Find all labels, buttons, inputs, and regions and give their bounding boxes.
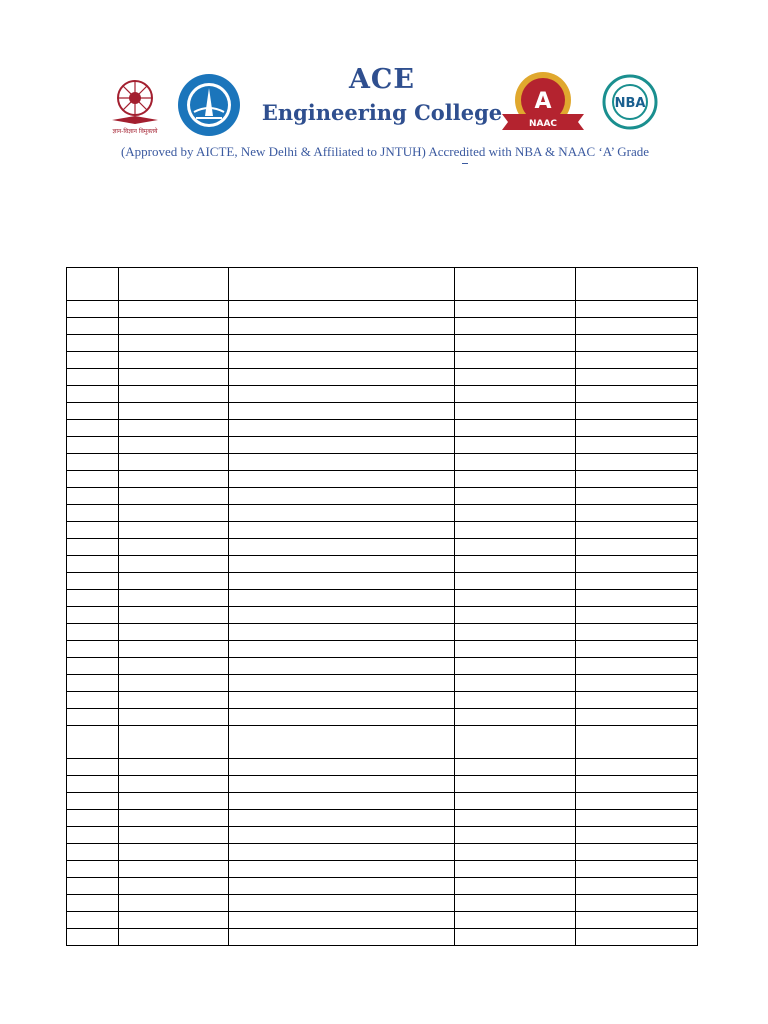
table-cell	[67, 420, 119, 437]
table-row	[67, 861, 698, 878]
college-header	[0, 0, 768, 200]
table-row	[67, 556, 698, 573]
table-cell	[119, 573, 229, 590]
table-cell	[576, 590, 698, 607]
table-row	[67, 912, 698, 929]
table-row	[67, 827, 698, 844]
table-row	[67, 692, 698, 709]
table-cell	[119, 488, 229, 505]
table-cell	[67, 522, 119, 539]
table-row	[67, 403, 698, 420]
table-row	[67, 590, 698, 607]
table-cell	[455, 471, 576, 488]
table-cell	[119, 675, 229, 692]
table-cell	[576, 607, 698, 624]
table-cell	[229, 726, 455, 759]
table-cell	[576, 776, 698, 793]
table-row	[67, 318, 698, 335]
table-cell	[576, 386, 698, 403]
table-cell	[576, 827, 698, 844]
table-row	[67, 471, 698, 488]
table-cell	[67, 844, 119, 861]
table-cell	[229, 709, 455, 726]
table-cell	[229, 912, 455, 929]
table-row	[67, 386, 698, 403]
table-cell	[576, 471, 698, 488]
table-cell	[67, 658, 119, 675]
table-cell	[119, 624, 229, 641]
table-cell	[67, 895, 119, 912]
table-cell	[229, 539, 455, 556]
table-cell	[455, 318, 576, 335]
table-cell	[576, 318, 698, 335]
table-cell	[576, 793, 698, 810]
header-cell	[229, 268, 455, 301]
table-row	[67, 301, 698, 318]
table-cell	[67, 607, 119, 624]
table-cell	[455, 335, 576, 352]
ugc-caption: ज्ञान-विज्ञान विमुक्तये	[112, 128, 158, 135]
table-cell	[67, 624, 119, 641]
table-row	[67, 369, 698, 386]
table-row	[67, 675, 698, 692]
nba-emblem-icon	[602, 72, 658, 132]
table-cell	[576, 692, 698, 709]
table-cell	[576, 454, 698, 471]
table-cell	[576, 726, 698, 759]
table-cell	[67, 318, 119, 335]
table-cell	[455, 352, 576, 369]
table-cell	[576, 675, 698, 692]
table-cell	[455, 793, 576, 810]
table-cell	[119, 878, 229, 895]
college-subtitle: Engineering College	[261, 100, 503, 125]
table-cell	[67, 352, 119, 369]
table-cell	[229, 386, 455, 403]
table-cell	[455, 709, 576, 726]
table-cell	[119, 912, 229, 929]
table-cell	[576, 403, 698, 420]
table-cell	[576, 709, 698, 726]
table-cell	[455, 437, 576, 454]
table-cell	[229, 624, 455, 641]
table-cell	[576, 658, 698, 675]
table-cell	[67, 709, 119, 726]
nba-label: NBA	[614, 96, 646, 111]
table-row	[67, 488, 698, 505]
table-cell	[455, 776, 576, 793]
table-cell	[455, 488, 576, 505]
ugc-emblem-icon	[104, 76, 166, 136]
table-cell	[455, 658, 576, 675]
table-cell	[119, 793, 229, 810]
table-cell	[67, 692, 119, 709]
table-cell	[229, 556, 455, 573]
table-cell	[455, 929, 576, 946]
table-cell	[229, 352, 455, 369]
table-cell	[455, 641, 576, 658]
table-cell	[455, 624, 576, 641]
naac-label: NAAC	[528, 119, 558, 129]
table-cell	[455, 810, 576, 827]
table-cell	[67, 556, 119, 573]
table-cell	[455, 759, 576, 776]
table-cell	[576, 522, 698, 539]
table-row	[67, 641, 698, 658]
aicte-emblem-icon	[176, 72, 242, 138]
table-cell	[67, 878, 119, 895]
table-cell	[229, 759, 455, 776]
table-row	[67, 420, 698, 437]
table-cell	[455, 827, 576, 844]
table-cell	[229, 318, 455, 335]
table-cell	[229, 895, 455, 912]
table-cell	[229, 692, 455, 709]
table-cell	[229, 607, 455, 624]
table-cell	[576, 573, 698, 590]
table-cell	[576, 369, 698, 386]
table-cell	[229, 335, 455, 352]
table-cell	[455, 556, 576, 573]
table-row	[67, 607, 698, 624]
table-cell	[119, 759, 229, 776]
table-row	[67, 776, 698, 793]
table-cell	[576, 335, 698, 352]
table-cell	[119, 386, 229, 403]
table-cell	[455, 675, 576, 692]
table-cell	[67, 539, 119, 556]
table-cell	[576, 488, 698, 505]
table-cell	[229, 641, 455, 658]
table-cell	[229, 929, 455, 946]
table-row	[67, 454, 698, 471]
table-cell	[229, 776, 455, 793]
table-cell	[229, 369, 455, 386]
table-cell	[67, 810, 119, 827]
table-row	[67, 437, 698, 454]
table-cell	[67, 861, 119, 878]
table-cell	[119, 437, 229, 454]
table-cell	[576, 844, 698, 861]
table-cell	[119, 726, 229, 759]
table-cell	[576, 437, 698, 454]
blank-record-table	[66, 267, 698, 946]
table-row	[67, 810, 698, 827]
table-cell	[576, 539, 698, 556]
table-cell	[455, 505, 576, 522]
table-cell	[67, 488, 119, 505]
college-title: ACE	[348, 64, 416, 95]
table-cell	[455, 895, 576, 912]
table-cell	[119, 403, 229, 420]
table-cell	[229, 403, 455, 420]
table-cell	[455, 607, 576, 624]
table-cell	[119, 709, 229, 726]
accreditation-tagline: (Approved by AICTE, New Delhi & Affiliated to JNTUH) Accredited with NBA & NAAC ‘A’ Grade	[120, 144, 650, 159]
table-row	[67, 878, 698, 895]
divider	[462, 163, 468, 164]
table-cell	[67, 929, 119, 946]
table-cell	[229, 861, 455, 878]
table-cell	[119, 522, 229, 539]
table-cell	[455, 861, 576, 878]
naac-a-grade-seal-icon	[498, 70, 588, 136]
header-cell	[576, 268, 698, 301]
table-cell	[455, 539, 576, 556]
table-header-row	[67, 268, 698, 301]
naac-grade: A	[534, 89, 552, 114]
table-cell	[67, 335, 119, 352]
table-cell	[229, 488, 455, 505]
table-cell	[67, 386, 119, 403]
table-cell	[119, 776, 229, 793]
header-cell	[455, 268, 576, 301]
table-cell	[67, 403, 119, 420]
table-cell	[455, 573, 576, 590]
table-cell	[455, 590, 576, 607]
table-cell	[67, 641, 119, 658]
table-row	[67, 522, 698, 539]
table-cell	[119, 420, 229, 437]
table-cell	[229, 827, 455, 844]
table-row	[67, 709, 698, 726]
table-cell	[119, 318, 229, 335]
table-cell	[576, 929, 698, 946]
table-cell	[576, 861, 698, 878]
table-cell	[67, 301, 119, 318]
table-cell	[119, 335, 229, 352]
table-cell	[455, 726, 576, 759]
table-cell	[576, 895, 698, 912]
table-cell	[455, 844, 576, 861]
table-cell	[229, 573, 455, 590]
table-cell	[576, 912, 698, 929]
table-cell	[576, 352, 698, 369]
table-cell	[119, 929, 229, 946]
table-cell	[119, 827, 229, 844]
table-cell	[576, 878, 698, 895]
table-row	[67, 759, 698, 776]
table-cell	[455, 386, 576, 403]
table-cell	[229, 793, 455, 810]
table-cell	[119, 539, 229, 556]
table-cell	[119, 607, 229, 624]
table-cell	[119, 454, 229, 471]
table-cell	[455, 403, 576, 420]
table-cell	[229, 810, 455, 827]
table-row	[67, 539, 698, 556]
table-cell	[576, 624, 698, 641]
table-row	[67, 624, 698, 641]
table-row	[67, 726, 698, 759]
table-cell	[119, 895, 229, 912]
table-row	[67, 929, 698, 946]
table-cell	[229, 505, 455, 522]
table-cell	[67, 793, 119, 810]
table-cell	[229, 301, 455, 318]
table-cell	[119, 810, 229, 827]
table-cell	[67, 454, 119, 471]
table-cell	[67, 776, 119, 793]
table-cell	[576, 301, 698, 318]
table-cell	[229, 590, 455, 607]
table-cell	[455, 692, 576, 709]
table-row	[67, 793, 698, 810]
header-cell	[67, 268, 119, 301]
table-cell	[67, 759, 119, 776]
table-cell	[229, 878, 455, 895]
table-cell	[229, 437, 455, 454]
table-row	[67, 335, 698, 352]
table-cell	[229, 420, 455, 437]
table-cell	[229, 454, 455, 471]
table-cell	[576, 420, 698, 437]
table-cell	[67, 369, 119, 386]
table-cell	[67, 675, 119, 692]
table-cell	[455, 912, 576, 929]
table-cell	[67, 573, 119, 590]
table-cell	[119, 641, 229, 658]
table-cell	[119, 471, 229, 488]
table-row	[67, 895, 698, 912]
table-cell	[229, 471, 455, 488]
table-cell	[229, 658, 455, 675]
table-cell	[576, 556, 698, 573]
table-row	[67, 573, 698, 590]
table-row	[67, 844, 698, 861]
table-cell	[119, 369, 229, 386]
table-cell	[455, 369, 576, 386]
table-cell	[67, 437, 119, 454]
table-cell	[455, 420, 576, 437]
table-cell	[576, 810, 698, 827]
table-row	[67, 658, 698, 675]
table-cell	[119, 844, 229, 861]
table-cell	[455, 454, 576, 471]
table-cell	[119, 301, 229, 318]
table-cell	[119, 556, 229, 573]
table-cell	[576, 759, 698, 776]
table-cell	[67, 912, 119, 929]
table-cell	[119, 352, 229, 369]
table-cell	[576, 505, 698, 522]
table-cell	[455, 301, 576, 318]
table-cell	[229, 675, 455, 692]
table-cell	[119, 692, 229, 709]
table-row	[67, 352, 698, 369]
table-cell	[67, 726, 119, 759]
table-cell	[119, 590, 229, 607]
table-cell	[67, 590, 119, 607]
table-cell	[67, 505, 119, 522]
table-cell	[119, 861, 229, 878]
table-cell	[119, 658, 229, 675]
table-row	[67, 505, 698, 522]
header-cell	[119, 268, 229, 301]
table-cell	[229, 522, 455, 539]
table-cell	[455, 522, 576, 539]
table-cell	[67, 471, 119, 488]
table-cell	[455, 878, 576, 895]
table-cell	[67, 827, 119, 844]
table-cell	[229, 844, 455, 861]
table-cell	[119, 505, 229, 522]
table-cell	[576, 641, 698, 658]
